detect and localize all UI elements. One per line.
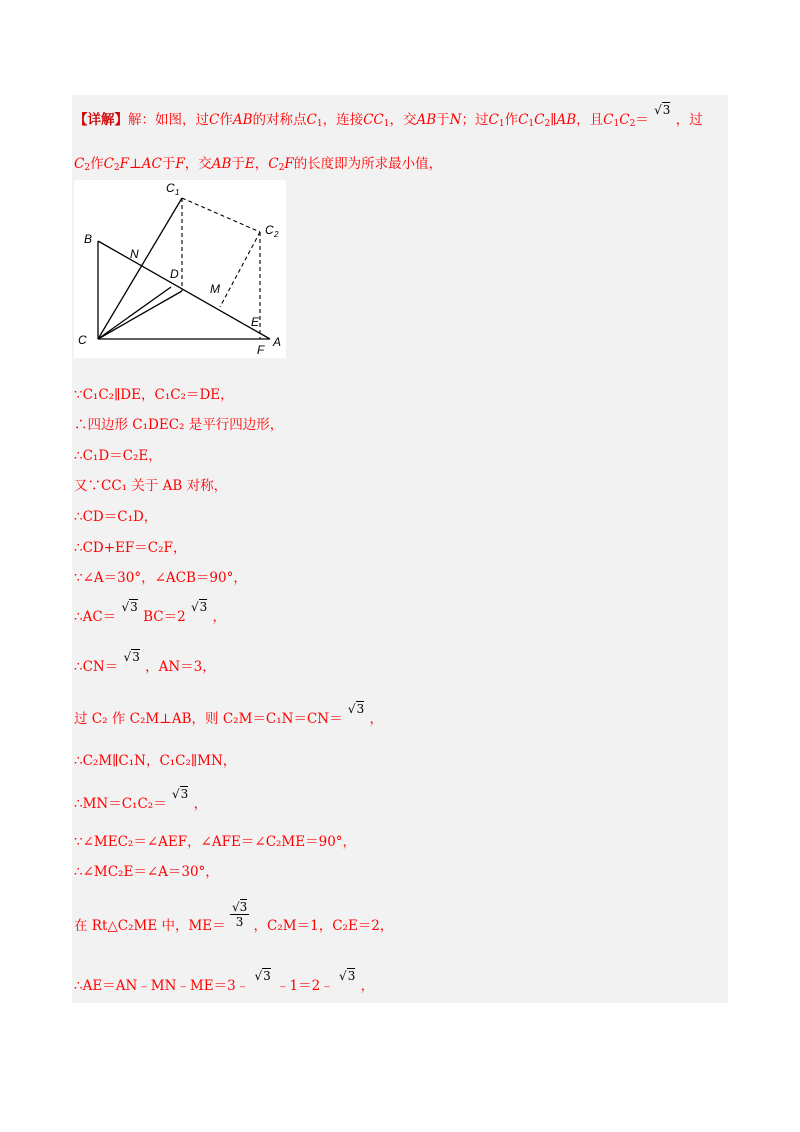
sqrt-three: √3 [121,600,138,614]
step-15: 在 Rt△C₂ME 中，ME＝ $\frac{√3}{3}$ ，C₂M＝1，C₂E＝2， [74,900,394,934]
sqrt-three: √3 [347,702,365,716]
segment-CND [98,287,171,339]
svg-text:1: 1 [175,188,180,197]
step-9: ∴CN＝ √3 ，AN＝3， [74,650,216,675]
detail-label: 【详解】 [74,112,128,128]
segment-C1C2 [182,198,260,232]
step-5: ∴CD＝C₁D， [74,509,158,525]
label-D: D [170,267,179,281]
step-1: ∵C₁C₂∥DE，C₁C₂＝DE， [74,387,234,403]
step-4: 又∵CC₁ 关于 AB 对称， [74,478,228,494]
sqrt-three: √3 [123,650,140,664]
label-M: M [210,282,220,296]
label-C: C [78,333,87,347]
sqrt-three: √3 [339,969,356,983]
label-E: E [251,315,260,329]
step-2: ∴四边形 C₁DEC₂ 是平行四边形， [74,417,284,433]
label-C2: C [265,223,274,237]
sqrt-three: √3 [190,600,208,614]
sqrt-three: √3 [172,787,189,801]
segment-C2M [220,232,260,307]
solution-line-2: $C_2$作$C_2F\perp AC$于F，交AB于E，$C_2F$的长度即为所求最小值， [74,156,443,173]
step-3: ∴C₁D＝C₂E， [74,448,162,464]
fraction-sqrt3-over-3: $\frac{√3}{3}$ [231,900,248,929]
label-C1: C [166,181,175,195]
svg-text:2: 2 [274,230,279,239]
label-A: A [273,335,282,349]
solution-line-1: 【详解】解：如图，过C作AB的对称点$C_1$，连接$CC_1$，交AB于N；过$C_1$作$C_1C_2\parallel AB$，且$C_1C_2= √3$ ，过 [74,103,703,129]
step-10: 过 C₂ 作 C₂M⊥AB，则 C₂M＝C₁N＝CN＝ √3 ， [74,702,383,727]
geometry-figure [74,180,286,358]
sqrt-three: √3 [654,103,671,117]
label-F: F [257,343,265,357]
step-8: ∴AC＝ √3 BC＝2 √3 ， [74,600,227,625]
geometry-diagram [74,180,286,358]
label-N: N [130,247,139,261]
step-14: ∴∠MC₂E＝∠A＝30°， [74,864,219,880]
label-B: B [84,232,93,246]
segment-CD [98,291,182,339]
sqrt-three: √3 [254,969,271,983]
step-11: ∴C₂M∥C₁N，C₁C₂∥MN， [74,753,237,769]
step-16: ∴AE＝AN﹣MN﹣ME＝3﹣ √3 ﹣1＝2﹣ √3 ， [74,969,375,994]
step-6: ∴CD+EF＝C₂F， [74,540,187,556]
step-13: ∵∠MEC₂＝∠AEF，∠AFE＝∠C₂ME＝90°， [74,834,357,850]
step-12: ∴MN＝C₁C₂＝ √3 ， [74,787,208,812]
step-7: ∵∠A＝30°，∠ACB＝90°， [74,570,247,586]
